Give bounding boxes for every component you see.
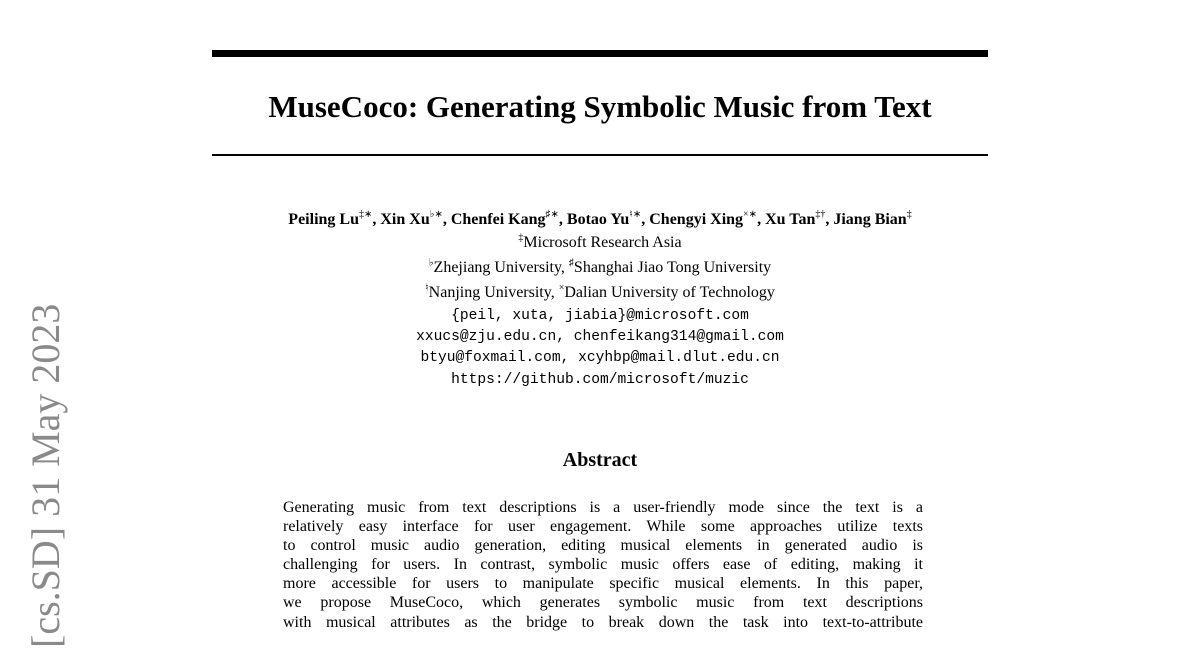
abstract-line: Generating music from text descriptions is a user-friendly mode since the text is a — [283, 499, 923, 516]
author-separator: , — [558, 211, 567, 228]
affiliation-text: Zhejiang University, — [433, 259, 569, 276]
author-marks: ‡∗ — [358, 208, 373, 220]
affiliation-text: Shanghai Jiao Tong University — [573, 259, 772, 276]
abstract-line: relatively easy interface for user engagement. While some approaches utilize texts — [283, 518, 923, 536]
author-name: Botao Yu — [566, 211, 630, 228]
affiliation-mark: ‡ — [518, 232, 524, 244]
affiliation-mark: ♭ — [428, 257, 434, 269]
author-marks: ‡ — [906, 208, 912, 220]
affiliation-text: Microsoft Research Asia — [523, 234, 682, 251]
affiliation-line — [100, 232, 1100, 254]
author-separator: , — [372, 211, 381, 228]
affiliation-text: Dalian University of Technology — [564, 284, 775, 301]
affiliation-line — [100, 257, 1100, 279]
author-name: Peiling Lu — [288, 211, 359, 228]
abstract-body — [283, 498, 923, 632]
author-name: Xin Xu — [380, 211, 430, 228]
author-marks: ×∗ — [743, 208, 758, 220]
author-separator: , — [757, 211, 766, 228]
author-name: Chengyi Xing — [649, 211, 744, 228]
author-separator: , — [825, 211, 834, 228]
abstract-line: to control music audio generation, editing musical elements in generated audio is — [283, 537, 923, 555]
title-top-rule — [212, 50, 988, 57]
email-line: {peil, xuta, jiabia}@microsoft.com — [451, 308, 749, 324]
author-separator: , — [641, 211, 650, 228]
repository-link[interactable]: https://github.com/microsoft/muzic — [451, 372, 749, 388]
author-marks: ‡† — [815, 208, 826, 220]
affiliation-line — [100, 282, 1100, 304]
affiliation-mark: ♯ — [568, 257, 574, 269]
author-marks: ♭∗ — [429, 208, 443, 220]
author-name: Xu Tan — [765, 211, 816, 228]
arxiv-sidebar-stamp: [cs.SD] 31 May 2023 — [23, 303, 68, 648]
abstract-line: challenging for users. In contrast, symbolic music offers ease of editing, making it — [283, 556, 923, 574]
affiliation-mark: ♮ — [425, 282, 429, 294]
abstract-line: with musical attributes as the bridge to break down the task into text-to-attribute — [283, 613, 923, 631]
abstract-line: we propose MuseCoco, which generates symbolic music from text descriptions — [283, 594, 923, 612]
author-separator: , — [442, 211, 451, 228]
paper-title: MuseCoco: Generating Symbolic Music from Text — [268, 89, 932, 124]
author-list — [100, 209, 1100, 231]
abstract-heading: Abstract — [562, 449, 638, 471]
abstract-line: more accessible for users to manipulate specific musical elements. In this paper, — [283, 575, 923, 593]
title-bottom-rule — [212, 154, 988, 156]
author-marks: ♯∗ — [545, 208, 559, 220]
email-line: xxucs@zju.edu.cn, chenfeikang314@gmail.com — [416, 329, 784, 345]
author-marks: ♮∗ — [629, 208, 642, 220]
email-line: btyu@foxmail.com, xcyhbp@mail.dlut.edu.cn — [420, 350, 780, 366]
author-name: Chenfei Kang — [450, 211, 546, 228]
affiliation-text: Nanjing University, — [428, 284, 559, 301]
author-name: Jiang Bian — [833, 211, 907, 228]
affiliation-mark: × — [558, 282, 565, 294]
